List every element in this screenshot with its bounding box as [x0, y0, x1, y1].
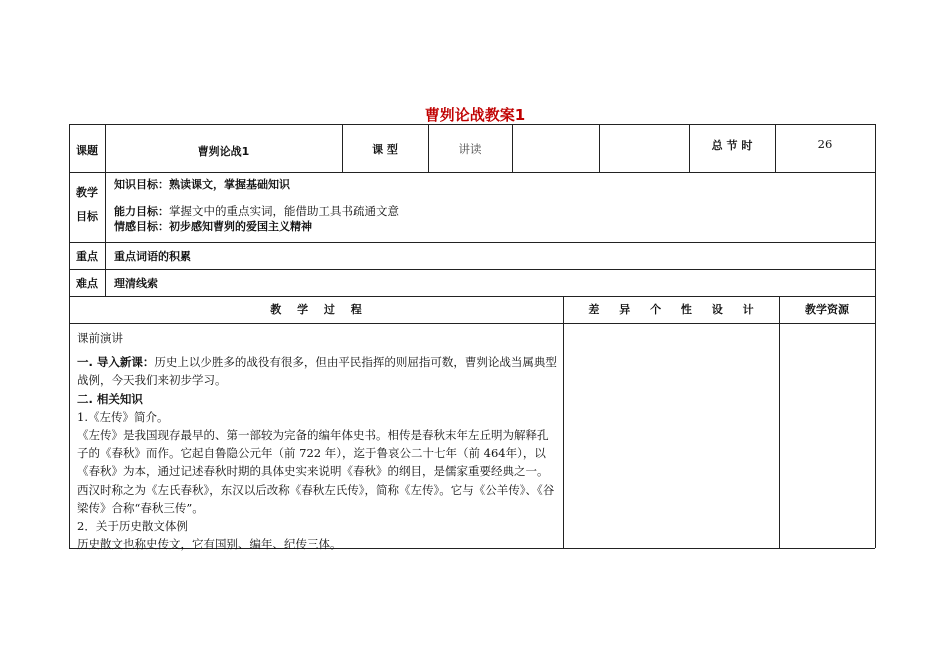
item-history-prose: 2．关于历史散文体例	[77, 519, 188, 534]
type-value: 讲读	[458, 142, 482, 156]
item-zuozhuan-intro: 1.《左传》简介。	[77, 409, 169, 424]
document-title: 曹刿论战教案1	[424, 106, 526, 124]
label-goals-top: 教学	[76, 186, 98, 199]
goal-knowledge: 知识目标：熟读课文，掌握基础知识	[114, 178, 290, 191]
history-prose-paragraph: 历史散文也称史传文，它有国别、编年、纪传三体。	[77, 537, 342, 552]
header-diff-design: 差 异 个 性 设 计	[588, 303, 754, 316]
zuozhuan-paragraph: 《左传》是我国现存最早的、第一部较为完备的编年体史书。相传是春秋末年左丘明为解释孔子的《春秋》而作。它起自鲁隐公元年（前 722 年），迄于鲁哀公二十七年（前 464年），以《春秋》为本，通过记述春秋时期的具体史实来说明《春秋》的纲目，是儒家重要经典之一。西汉时称之为《左氏春秋》，东汉以后改称《春秋左氏传》，简称《左传》。它与《公羊传》、《谷梁传》合称“春秋三传”。	[77, 428, 555, 515]
pre-class-speech: 课前演讲	[77, 331, 123, 345]
label-topic: 课题	[76, 144, 98, 157]
intro-label: 一. 导入新课：	[77, 355, 155, 370]
topic-value: 曹刿论战1	[197, 145, 250, 158]
goal-ability-text: 掌握文中的重点实词，能借助工具书疏通文意	[169, 204, 399, 218]
label-type: 课 型	[372, 143, 398, 156]
section-related-knowledge: 二. 相关知识	[77, 391, 143, 406]
key-point-text: 重点词语的积累	[114, 250, 191, 263]
process-content	[77, 329, 557, 553]
periods-value: 26	[817, 137, 833, 151]
header-process: 教 学 过 程	[270, 303, 362, 316]
header-resources: 教学资源	[805, 303, 849, 316]
goal-ability-label: 能力目标：	[114, 205, 169, 218]
difficulty-text: 理清线索	[114, 277, 158, 290]
intro-text: 历史上以少胜多的战役有很多，但由平民指挥的则屈指可数，曹刿论战当属典型战例，今天我们来初步学习。	[77, 355, 557, 388]
label-difficulty: 难点	[76, 277, 98, 290]
label-periods: 总 节 时	[711, 139, 753, 152]
lesson-plan-table	[69, 124, 875, 552]
intro-paragraph	[77, 353, 557, 389]
goal-ability	[114, 200, 554, 219]
goal-emotion: 情感目标：初步感知曹刿的爱国主义精神	[114, 220, 312, 233]
label-goals-bottom: 目标	[76, 210, 98, 223]
label-key-point: 重点	[76, 250, 98, 263]
